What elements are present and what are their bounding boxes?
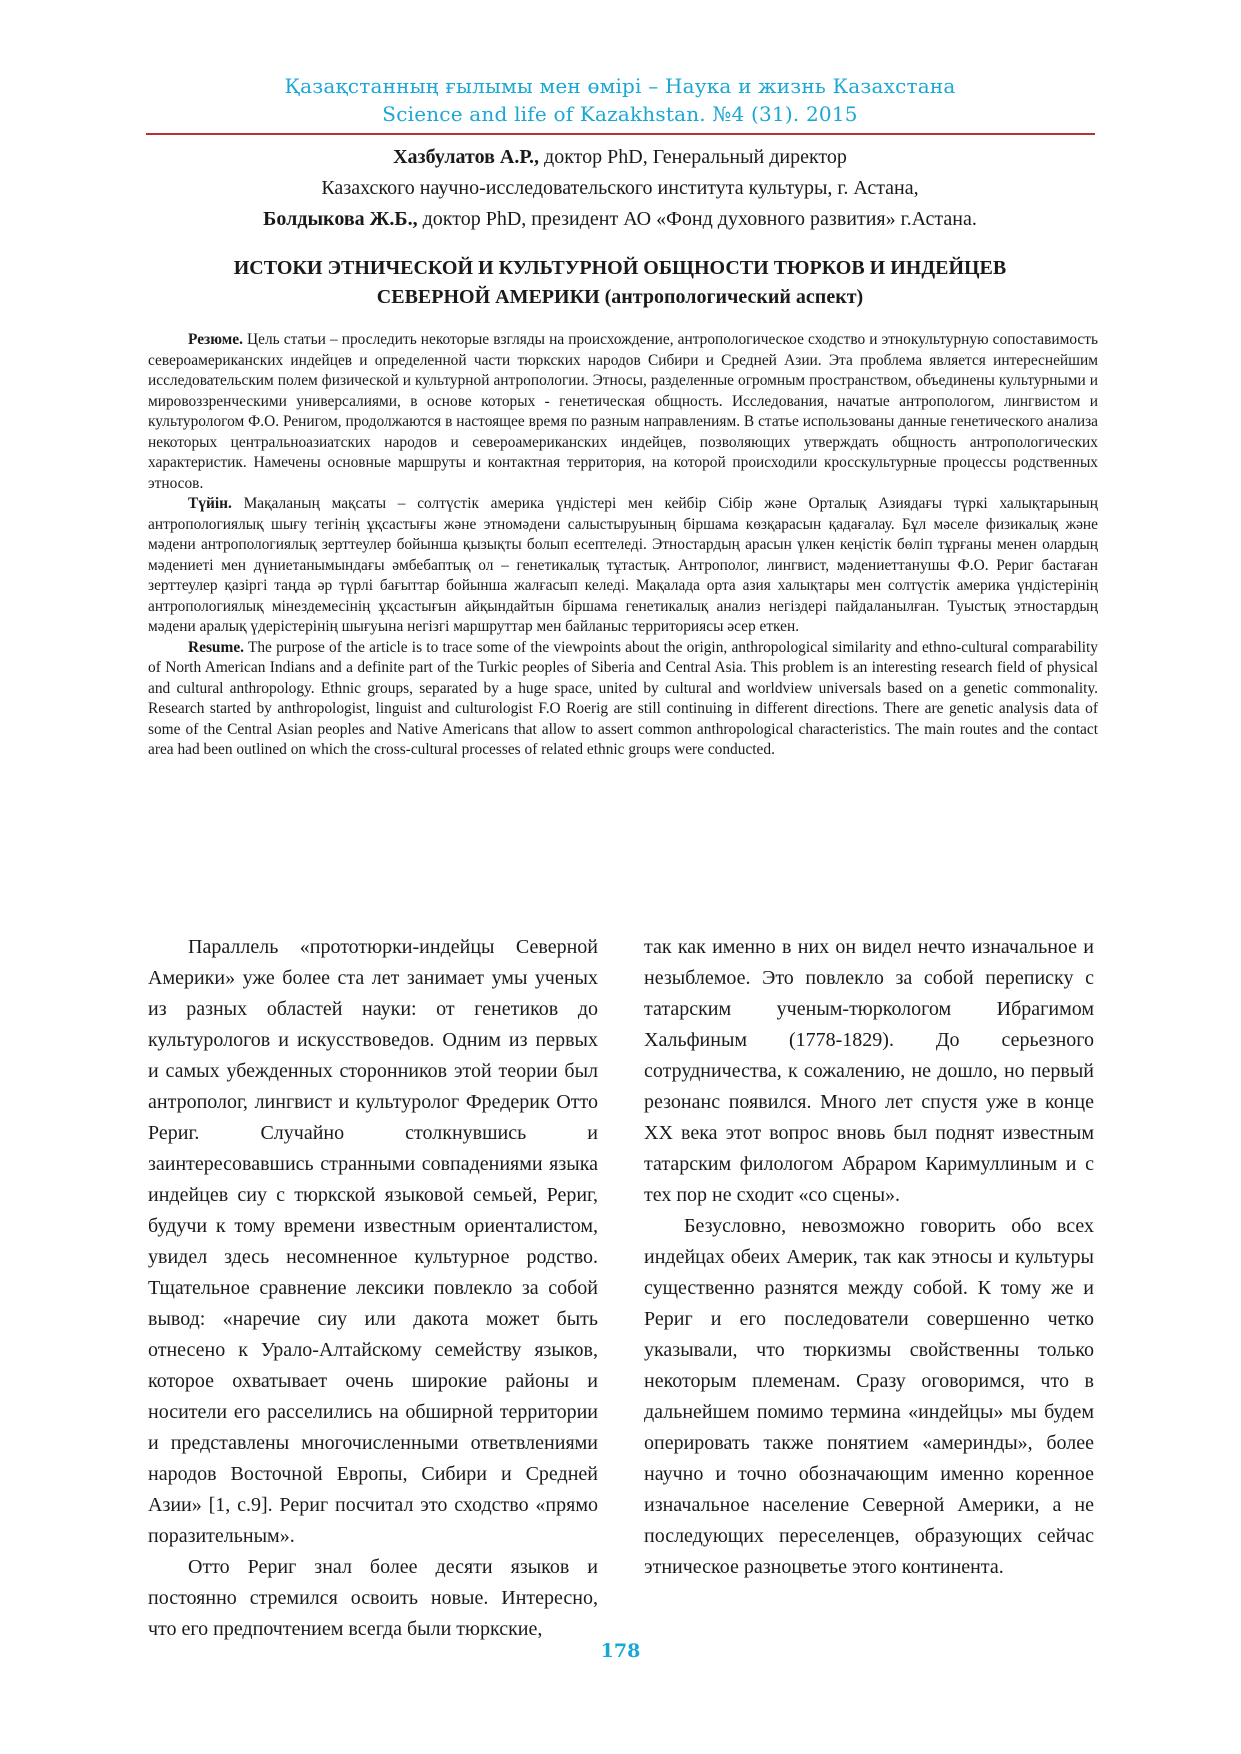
abstract-russian-text: Цель статьи – проследить некоторые взгляды на происхождение, антропологическое сходство и этнокультурную сопоставимость североамериканских индейцев и определенной части тюркских народов Сибири и Средней Азии. Эта проблема является интереснейшим исследовательским полем физической и культурной антропологии. Этносы, разделенные огромным пространством, объединены культурными и мировоззренческими универсалиями, в основе которых - генетическая общность. Исследования, начатые антропологом, лингвистом и культурологом Ф.О. Ренигом, продолжаются в настоящее время по разным направлениям. В статье использованы данные генетического анализа некоторых центральноазиатских народов и североамериканских индейцев, позволяющих утверждать общность антропологических характеристик. Намечены основные маршруты и контактная территория, на которой происходили кросскультурные процессы родственных этносов. (148, 331, 1098, 492)
body-paragraph: Безусловно, невозможно говорить обо всех индейцах обеих Америк, так как этносы и культуры существенно разнятся между собой. К тому же и Рериг и его последователи совершенно четко указывали, что тюркизмы свойственны только некоторым племенам. Сразу оговоримся, что в дальнейшем помимо термина «индейцы» мы будем оперировать также понятием «америнды», более научно и точно обозначающим именно коренное изначальное население Северной Америки, а не последующих переселенцев, образующих сейчас этническое разноцветье этого континента. (644, 1215, 1094, 1578)
author-2-name: Болдыкова Ж.Б., (263, 208, 418, 230)
abstract-kazakh (148, 494, 1098, 638)
body-paragraph: Параллель «прототюрки-индейцы Северной Америки» уже более ста лет занимает умы ученых из разных областей науки: от генетиков до культурологов и искусствоведов. Одним из первых и самых убежденных сторонников этой теории был антрополог, лингвист и культуролог Фредерик Отто Рериг. Случайно столкнувшись и заинтересовавшись странными совпадениями языка индейцев сиу с тюркской языковой семьей, Рериг, будучи к тому времени известным ориенталистом, увидел здесь несомненное культурное родство. Тщательное сравнение лексики повлекло за собой вывод: «наречие сиу или дакота может быть отнесено к Урало-Алтайскому семейству языков, которое охватывает очень широкие районы и носители его расселились на обширной территории и представлены многочисленными ответвлениями народов Восточной Европы, Сибири и Средней Азии» [1, с.9]. Рериг посчитал это сходство «прямо поразительным». (148, 936, 598, 1547)
body-paragraph: Отто Рериг знал более десяти языков и постоянно стремился освоить новые. Интересно, что его предпочтением всегда были тюркские, (148, 1556, 598, 1640)
header-divider (146, 133, 1095, 135)
author-1-position: доктор PhD, Генеральный директор (539, 146, 847, 168)
author-2-position: доктор PhD, президент АО «Фонд духовного развития» г.Астана. (417, 208, 977, 230)
article-title-line1: ИСТОКИ ЭТНИЧЕСКОЙ И КУЛЬТУРНОЙ ОБЩНОСТИ ТЮРКОВ И ИНДЕЙЦЕВ (233, 257, 1007, 279)
abstract-block (148, 330, 1098, 761)
body-column-right (644, 932, 1094, 1583)
abstract-english-text: The purpose of the article is to trace some of the viewpoints about the origin, anthropological similarity and ethno-cultural comparability of North American Indians and a definite part of the Turkic peoples of Siberia and Central Asia. This problem is an interesting research field of physical and cultural anthropology. Ethnic groups, separated by a huge space, united by cultural and worldview universals based on a genetic commonality. Research started by anthropologist, linguist and culturologist F.O Roerig are still continuing in different directions. There are genetic analysis data of some of the Central Asian peoples and Native Americans that allow to assert common anthropological characteristics. The main routes and the contact area had been outlined on which the cross-cultural processes of related ethnic groups were conducted. (148, 638, 1098, 758)
abstract-english-label: Resume. (188, 638, 244, 656)
journal-header-line1: Қазақстанның ғылымы мен өмірі – Наука и жизнь Казахстана (284, 74, 956, 98)
abstract-russian (148, 330, 1098, 494)
author-block (140, 142, 1100, 235)
abstract-kazakh-text: Мақаланың мақсаты – солтүстік америка үндістері мен кейбір Сібір және Орталық Азиядағы түркі халықтарының антропологиялық шығу тегінің ұқсастығы және этномәдени салыстыруының біршама көзқарасын қадағалау. Бұл мәселе физикалық және мәдени антропологиялық зерттеулер бойынша қызықты болып есептеледі. Этностардың арасын үлкен кеңістік бөліп тұрғаны менен олардың мәдениеті мен дүниетанымындағы әмбебаптық ол – генетикалық тұтастық. Антрополог, лингвист, мәдениеттанушы Ф.О. Рериг бастаған зерттеулер қазіргі таңда әр түрлі бағыттар бойынша жалғасып келеді. Мақалада орта азия халықтары мен солтүстік америка үндістерінің антропологиялық мінездемесінің ұқсастығын айқындайтын біршама генетикалық анализ негіздері пайдаланылған. Туыстық этностардың мәдени аралық үдерістерінің шығуына негізгі маршруттар мен байланыс территориясы әсер еткен. (148, 495, 1098, 635)
journal-header-line2: Science and life of Kazakhstan. №4 (31). 2015 (382, 102, 858, 126)
article-title (140, 254, 1100, 312)
body-paragraph: так как именно в них он видел нечто изначальное и незыблемое. Это повлекло за собой переписку с татарским ученым-тюркологом Ибрагимом Хальфиным (1778-1829). До серьезного сотрудничества, к сожалению, не дошло, но первый резонанс появился. Много лет спустя уже в конце XX века этот вопрос вновь был поднят известным татарским филологом Абраром Каримуллиным и с тех пор не сходит «со сцены». (644, 936, 1094, 1206)
author-2 (140, 204, 1100, 235)
article-title-line2: СЕВЕРНОЙ АМЕРИКИ (антропологический аспект) (376, 286, 864, 308)
journal-header (140, 72, 1100, 128)
body-column-left (148, 932, 598, 1645)
author-1 (140, 142, 1100, 173)
abstract-english (148, 638, 1098, 761)
author-1-name: Хазбулатов А.Р., (393, 146, 540, 168)
page-number: 178 (600, 1640, 641, 1662)
abstract-kazakh-label: Түйін. (188, 495, 232, 512)
author-1-affiliation: Казахского научно-исследовательского института культуры, г. Астана, (321, 177, 919, 199)
abstract-russian-label: Резюме. (188, 331, 243, 348)
